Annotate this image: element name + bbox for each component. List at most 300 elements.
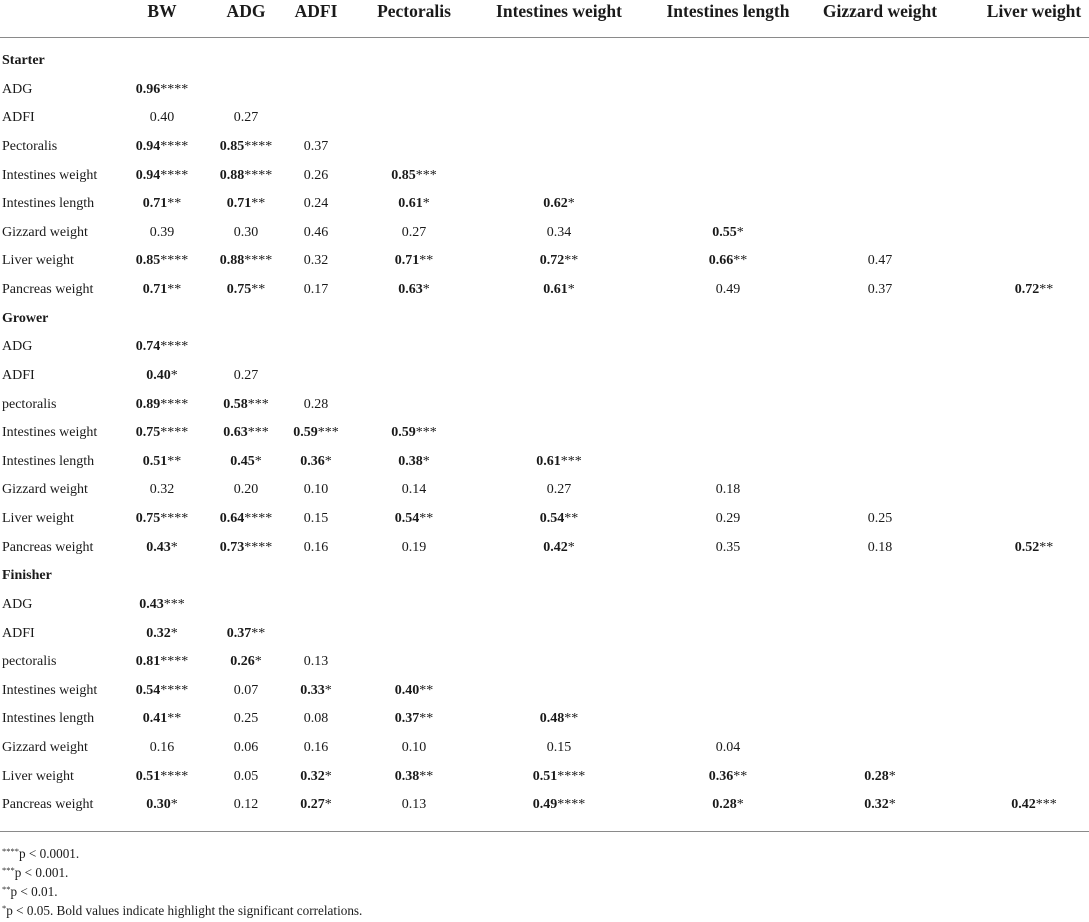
correlation-value: 0.42 [543, 539, 568, 555]
correlation-value: 0.33 [300, 682, 325, 698]
correlation-cell [402, 482, 427, 498]
significance-stars: ** [251, 282, 266, 297]
significance-stars: * [170, 539, 178, 555]
correlation-value: 0.73 [219, 539, 245, 555]
correlation-cell [143, 196, 182, 212]
footnote-text: p < 0.01. [10, 884, 58, 899]
correlation-value: 0.27 [401, 224, 427, 240]
correlation-value: 0.85 [391, 167, 416, 183]
significance-stars: * [422, 282, 430, 297]
correlation-cell [391, 168, 437, 184]
correlation-cell [716, 282, 741, 298]
correlation-cell [868, 511, 893, 527]
correlation-cell [395, 711, 434, 727]
correlation-cell [146, 626, 178, 642]
correlation-cell [402, 225, 427, 241]
correlation-value: 0.71 [394, 253, 420, 269]
significance-stars: *** [163, 596, 185, 612]
correlation-cell [136, 511, 189, 527]
correlation-value: 0.27 [546, 482, 572, 498]
correlation-value: 0.36 [708, 768, 734, 784]
significance-stars: * [254, 453, 262, 469]
correlation-value: 0.43 [139, 596, 164, 612]
correlation-value: 0.14 [401, 482, 427, 498]
correlation-value: 0.94 [135, 167, 161, 183]
correlation-cell [536, 454, 582, 470]
correlation-cell [398, 196, 430, 212]
correlation-value: 0.46 [303, 224, 329, 240]
correlation-value: 0.96 [135, 81, 161, 97]
row-label: Gizzard weight [2, 482, 88, 498]
significance-stars: ** [167, 282, 182, 297]
correlation-value: 0.54 [539, 511, 565, 526]
correlation-cell [223, 397, 269, 413]
correlation-cell [143, 282, 182, 298]
correlation-value: 0.74 [135, 339, 161, 355]
significance-stars: ** [167, 711, 182, 727]
correlation-cell [712, 797, 744, 813]
significance-stars: ** [733, 768, 748, 784]
table-row [0, 106, 1089, 135]
correlation-cell [234, 797, 259, 813]
correlation-value: 0.07 [233, 682, 259, 698]
correlation-value: 0.20 [233, 482, 259, 498]
correlation-value: 0.62 [543, 196, 568, 212]
row-label: Pectoralis [2, 138, 58, 154]
correlation-cell [230, 454, 262, 470]
correlation-cell [234, 368, 259, 384]
correlation-value: 0.32 [146, 625, 171, 641]
correlation-value: 0.27 [233, 110, 259, 126]
correlation-value: 0.27 [300, 797, 325, 813]
correlation-value: 0.85 [135, 253, 161, 269]
correlation-value: 0.37 [303, 138, 329, 154]
correlation-value: 0.63 [223, 425, 248, 441]
correlation-cell [227, 282, 266, 298]
correlation-value: 0.37 [226, 625, 252, 641]
group-label: Starter [2, 53, 45, 68]
correlation-value: 0.48 [539, 711, 565, 727]
correlation-cell [398, 454, 430, 470]
correlation-cell [293, 425, 339, 441]
table-row [0, 650, 1089, 679]
table-row [0, 707, 1089, 736]
correlation-value: 0.38 [398, 453, 423, 469]
significance-stars: **** [557, 797, 586, 813]
table-row [0, 135, 1089, 164]
row-label: Gizzard weight [2, 224, 88, 240]
correlation-value: 0.51 [135, 768, 161, 784]
significance-stars: **** [160, 768, 189, 784]
correlation-value: 0.41 [142, 711, 168, 727]
correlation-value: 0.40 [149, 110, 175, 126]
correlation-cell [395, 253, 434, 269]
correlation-cell [300, 683, 332, 699]
correlation-value: 0.32 [864, 797, 889, 813]
column-header: Pectoralis [377, 1, 451, 21]
correlation-value: 0.26 [230, 654, 255, 670]
row-label: pectoralis [2, 654, 57, 670]
correlation-cell [136, 654, 189, 670]
correlation-cell [864, 797, 896, 813]
correlation-value: 0.59 [293, 425, 318, 441]
correlation-cell [1015, 282, 1054, 298]
correlation-cell [234, 110, 259, 126]
correlation-value: 0.89 [135, 396, 161, 412]
correlation-value: 0.85 [219, 138, 245, 154]
correlation-cell [300, 797, 332, 813]
significance-stars: ** [251, 196, 266, 212]
correlation-value: 0.19 [401, 539, 427, 555]
significance-stars: * [567, 196, 575, 212]
row-label: ADFI [2, 367, 35, 383]
footnote [2, 901, 1082, 920]
table-row [0, 450, 1089, 479]
correlation-value: 0.42 [1011, 797, 1036, 813]
significance-stars: ** [1039, 539, 1054, 555]
significance-stars: * [888, 768, 896, 784]
correlation-cell [300, 769, 332, 785]
correlation-cell [540, 253, 579, 269]
significance-stars: * [170, 797, 178, 813]
correlation-cell [146, 797, 178, 813]
correlation-cell [868, 282, 893, 298]
correlation-cell [395, 683, 434, 699]
footnote [2, 882, 1082, 901]
correlation-cell [1011, 797, 1057, 813]
correlation-cell [304, 711, 329, 727]
correlation-cell [136, 82, 189, 98]
table-row [0, 421, 1089, 450]
significance-stars: *** [560, 453, 582, 469]
correlation-value: 0.45 [230, 453, 255, 469]
row-label: Intestines length [2, 453, 95, 469]
correlation-value: 0.16 [303, 539, 329, 555]
row-label: ADFI [2, 625, 35, 641]
correlation-value: 0.71 [142, 196, 168, 212]
correlation-cell [223, 425, 269, 441]
significance-stars: **** [160, 253, 189, 269]
correlation-value: 0.63 [398, 282, 423, 297]
significance-stars: ** [419, 711, 434, 727]
significance-stars: ** [564, 711, 579, 727]
table-row [0, 622, 1089, 651]
correlation-value: 0.25 [867, 511, 893, 526]
correlation-cell [136, 253, 189, 269]
row-label: Intestines weight [2, 682, 98, 698]
group-row [0, 49, 1089, 78]
correlation-cell [547, 482, 572, 498]
correlation-cell [304, 168, 329, 184]
row-label: Gizzard weight [2, 740, 88, 755]
correlation-value: 0.08 [303, 711, 329, 727]
table-row [0, 507, 1089, 536]
correlation-cell [227, 196, 266, 212]
correlation-cell [230, 654, 262, 670]
row-label: ADG [2, 81, 33, 97]
row-label: pectoralis [2, 396, 57, 412]
footnote-text: p < 0.0001. [19, 846, 80, 861]
correlation-value: 0.54 [394, 511, 420, 526]
correlation-cell [547, 740, 572, 756]
correlation-cell [150, 225, 175, 241]
significance-stars: * [422, 453, 430, 469]
correlation-cell [227, 626, 266, 642]
correlation-value: 0.40 [394, 682, 420, 698]
column-header: ADFI [294, 1, 338, 21]
correlation-cell [716, 482, 741, 498]
table-row [0, 593, 1089, 622]
correlation-cell [304, 282, 329, 298]
significance-stars: **** [244, 253, 273, 269]
correlation-cell [304, 654, 329, 670]
significance-stars: * [324, 453, 332, 469]
significance-stars: *** [1035, 797, 1057, 813]
significance-stars: ** [419, 682, 434, 698]
correlation-value: 0.30 [146, 797, 171, 813]
significance-stars: * [170, 625, 178, 641]
correlation-value: 0.34 [546, 224, 572, 240]
row-label: ADFI [2, 110, 35, 126]
correlation-cell [304, 397, 329, 413]
correlation-cell [234, 225, 259, 241]
significance-stars: ** [564, 253, 579, 269]
footnote [2, 844, 1082, 863]
correlation-value: 0.52 [1014, 539, 1040, 555]
table-row [0, 192, 1089, 221]
correlation-cell [150, 110, 175, 126]
table-row [0, 278, 1089, 307]
row-label: Liver weight [2, 511, 74, 526]
correlation-cell [304, 253, 329, 269]
correlation-value: 0.04 [715, 740, 741, 755]
correlation-value: 0.36 [300, 453, 325, 469]
significance-stars: ** [564, 511, 579, 526]
significance-stars: **** [160, 425, 189, 441]
significance-stars: * [736, 224, 744, 240]
correlation-cell [712, 225, 744, 241]
correlation-cell [402, 540, 427, 556]
correlation-cell [220, 511, 273, 527]
significance-stars: * [324, 768, 332, 784]
correlation-value: 0.43 [146, 539, 171, 555]
correlation-cell [304, 139, 329, 155]
column-header: Gizzard weight [822, 1, 938, 21]
significance-stars: **** [160, 339, 189, 355]
correlation-cell [395, 769, 434, 785]
correlation-value: 0.28 [712, 797, 737, 813]
correlation-cell [136, 139, 189, 155]
correlation-cell [136, 397, 189, 413]
correlation-cell [716, 740, 741, 756]
significance-stars: *** [415, 167, 437, 183]
correlation-value: 0.49 [715, 282, 741, 297]
correlation-value: 0.71 [142, 282, 168, 297]
correlation-cell [868, 253, 893, 269]
row-label: Liver weight [2, 253, 74, 269]
table-row [0, 335, 1089, 364]
correlation-cell [234, 683, 259, 699]
significance-stars: **** [160, 138, 189, 154]
correlation-value: 0.55 [712, 224, 737, 240]
table-row [0, 793, 1089, 822]
significance-stars: * [422, 196, 430, 212]
group-row [0, 307, 1089, 336]
significance-stars: **** [557, 768, 586, 784]
row-label: Intestines weight [2, 425, 98, 441]
correlation-value: 0.13 [401, 797, 427, 813]
correlation-cell [304, 225, 329, 241]
significance-stars: **** [160, 511, 189, 526]
footnote-mark: ** [2, 884, 11, 894]
significance-stars: * [254, 654, 262, 670]
correlation-cell [716, 540, 741, 556]
correlation-cell [533, 769, 586, 785]
correlation-cell [143, 454, 182, 470]
correlation-cell [304, 740, 329, 756]
row-label: Intestines length [2, 196, 95, 212]
correlation-cell [543, 540, 575, 556]
correlation-value: 0.32 [303, 253, 329, 269]
footnote-mark: **** [2, 846, 19, 856]
correlation-cell [304, 540, 329, 556]
correlation-value: 0.32 [149, 482, 175, 498]
significance-stars: **** [160, 167, 189, 183]
correlation-cell [136, 683, 189, 699]
correlation-value: 0.71 [226, 196, 252, 212]
correlation-cell [139, 597, 185, 613]
table-row [0, 364, 1089, 393]
significance-stars: *** [247, 425, 269, 441]
correlation-value: 0.75 [135, 511, 161, 526]
correlation-cell [402, 797, 427, 813]
correlation-cell [220, 168, 273, 184]
correlation-value: 0.25 [233, 711, 259, 727]
correlation-value: 0.75 [135, 425, 161, 441]
significance-stars: ** [419, 511, 434, 526]
correlation-cell [864, 769, 896, 785]
significance-stars: *** [317, 425, 339, 441]
significance-stars: ** [1039, 282, 1054, 297]
significance-stars: **** [244, 167, 273, 183]
correlation-value: 0.66 [708, 253, 734, 269]
significance-stars: **** [160, 682, 189, 698]
table-bottom-rule [0, 831, 1089, 832]
correlation-cell [304, 196, 329, 212]
correlation-value: 0.18 [867, 539, 893, 555]
significance-stars: * [567, 282, 575, 297]
correlation-value: 0.58 [223, 396, 248, 412]
footnote-text: p < 0.001. [14, 865, 69, 880]
correlation-value: 0.29 [715, 511, 741, 526]
row-label: Pancreas weight [2, 797, 94, 813]
correlation-cell [402, 740, 427, 756]
correlation-cell [540, 711, 579, 727]
footnote-mark: * [2, 903, 7, 913]
correlation-value: 0.16 [303, 740, 329, 755]
correlation-cell [146, 540, 178, 556]
correlation-cell [1015, 540, 1054, 556]
significance-stars: *** [415, 425, 437, 441]
correlation-cell [709, 769, 748, 785]
significance-stars: ** [167, 453, 182, 469]
table-row [0, 536, 1089, 565]
correlation-cell [543, 196, 575, 212]
correlation-cell [220, 139, 273, 155]
correlation-value: 0.05 [233, 768, 259, 784]
correlation-cell [716, 511, 741, 527]
correlation-cell [709, 253, 748, 269]
correlation-value: 0.61 [398, 196, 423, 212]
correlation-value: 0.30 [233, 224, 259, 240]
correlation-value: 0.38 [394, 768, 420, 784]
significance-stars: * [324, 797, 332, 813]
correlation-value: 0.24 [303, 196, 329, 212]
correlation-value: 0.27 [233, 367, 259, 383]
group-label: Finisher [2, 568, 52, 584]
correlation-value: 0.15 [546, 740, 572, 755]
correlation-value: 0.64 [219, 511, 245, 526]
correlation-cell [143, 711, 182, 727]
correlation-cell [234, 769, 259, 785]
correlation-value: 0.10 [303, 482, 329, 498]
table-row [0, 249, 1089, 278]
correlation-value: 0.37 [394, 711, 420, 727]
correlation-cell [868, 540, 893, 556]
correlation-value: 0.16 [149, 740, 175, 755]
correlation-value: 0.17 [303, 282, 329, 297]
correlation-value: 0.26 [303, 167, 329, 183]
footnote-text: p < 0.05. Bold values indicate highlight the significant correlations. [6, 903, 363, 918]
correlation-value: 0.06 [233, 740, 259, 755]
correlation-value: 0.28 [303, 396, 329, 412]
row-label: Pancreas weight [2, 539, 94, 555]
correlation-cell [150, 740, 175, 756]
correlation-value: 0.37 [867, 282, 893, 297]
table-footnotes [2, 844, 1082, 920]
correlation-value: 0.13 [303, 654, 329, 670]
correlation-cell [234, 740, 259, 756]
significance-stars: **** [160, 654, 189, 670]
correlation-value: 0.18 [715, 482, 741, 498]
table-row [0, 478, 1089, 507]
correlation-value: 0.32 [300, 768, 325, 784]
column-header: Intestines weight [496, 1, 622, 21]
significance-stars: * [888, 797, 896, 813]
correlation-value: 0.39 [149, 224, 175, 240]
correlation-cell [146, 368, 178, 384]
row-label: Intestines length [2, 711, 95, 727]
table-row [0, 78, 1089, 107]
correlation-cell [150, 482, 175, 498]
significance-stars: ** [419, 768, 434, 784]
correlation-cell [234, 711, 259, 727]
column-header: BW [147, 1, 177, 21]
significance-stars: *** [247, 396, 269, 412]
significance-stars: ** [419, 253, 434, 269]
correlation-value: 0.12 [233, 797, 259, 813]
correlation-cell [395, 511, 434, 527]
row-label: ADG [2, 596, 33, 612]
correlation-cell [220, 253, 273, 269]
significance-stars: ** [167, 196, 182, 212]
column-header: Intestines length [666, 1, 790, 21]
correlation-cell [136, 168, 189, 184]
table-header [0, 0, 1089, 30]
correlation-value: 0.72 [539, 253, 565, 269]
footnote-mark: *** [2, 865, 15, 875]
correlation-value: 0.61 [543, 282, 568, 297]
